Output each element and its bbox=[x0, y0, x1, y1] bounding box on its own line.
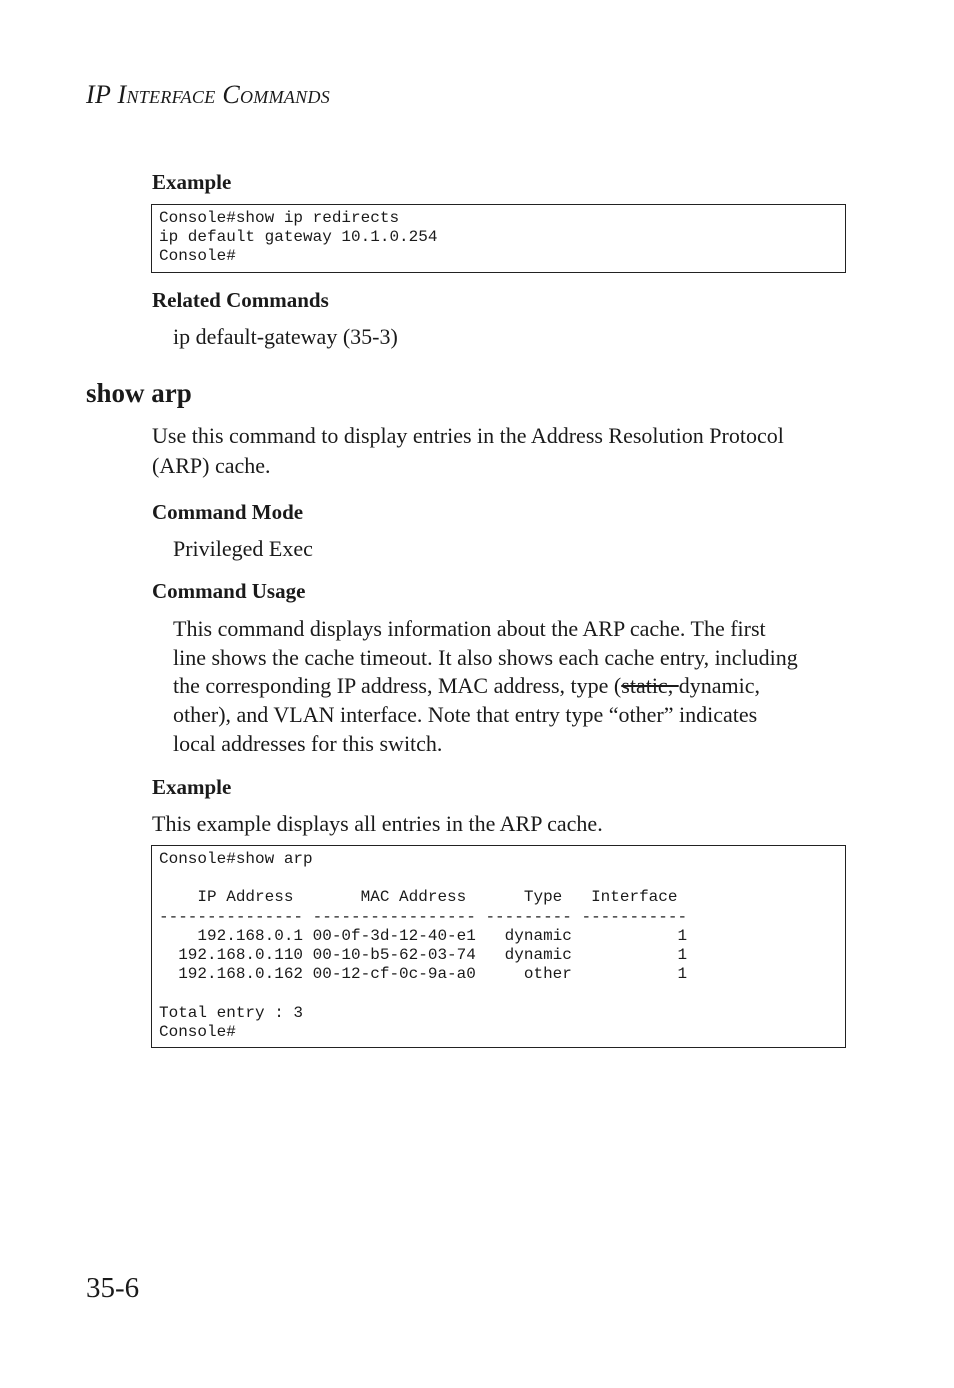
example-intro-text: This example displays all entries in the ARP cache. bbox=[152, 811, 603, 836]
command-usage-line-1: This command displays information about the ARP cache. The first bbox=[173, 616, 766, 641]
command-usage-line-4: other), and VLAN interface. Note that entry type “other” indicates bbox=[173, 702, 758, 727]
command-usage-line-5: local addresses for this switch. bbox=[173, 731, 443, 756]
example-heading-1: Example bbox=[152, 170, 232, 194]
related-commands-heading: Related Commands bbox=[152, 288, 329, 312]
code-text-ip-redirects: Console#show ip redirects ip default gateway 10.1.0.254 Console# bbox=[159, 209, 438, 266]
command-usage-line-2: line shows the cache timeout. It also shows each cache entry, including bbox=[173, 645, 798, 670]
running-head-initial-ip: IP I bbox=[86, 80, 127, 109]
code-text-show-arp: Console#show arp IP Address MAC Address Type Interface --------------- ----------------- --------- ----------- 192.168.0.1 00-0f-3d-12-40-e1 dynamic 1 192.168.0.110 00-10-b5-62-03-74 dynamic 1 192.168.0.162 00-12-cf-0c-9a-a0 other 1 Total entry : 3 Console# bbox=[159, 850, 688, 1041]
command-usage-line-3-pre: the corresponding IP address, MAC address, type ( bbox=[173, 673, 622, 698]
running-head bbox=[86, 82, 330, 108]
running-head-initial-c: C bbox=[222, 80, 240, 109]
page-number: 35-6 bbox=[86, 1272, 140, 1304]
code-block-show-arp bbox=[151, 845, 846, 1048]
related-command-item: ip default-gateway (35-3) bbox=[173, 324, 398, 349]
command-mode-heading: Command Mode bbox=[152, 500, 304, 524]
section-description-line-2: (ARP) cache. bbox=[152, 453, 271, 478]
code-block-ip-redirects bbox=[151, 204, 846, 273]
command-mode-value: Privileged Exec bbox=[173, 536, 313, 561]
command-usage-heading: Command Usage bbox=[152, 579, 306, 603]
running-head-smallcaps-commands: OMMANDS bbox=[239, 87, 331, 107]
command-usage-line-3-post: dynamic, bbox=[678, 673, 760, 698]
section-description-line-1: Use this command to display entries in the Address Resolution Protocol bbox=[152, 423, 784, 448]
section-title-show-arp: show arp bbox=[86, 378, 192, 408]
running-head-smallcaps-interface: NTERFACE bbox=[126, 87, 216, 107]
struck-text-static: static, bbox=[621, 673, 679, 698]
command-usage-line-3 bbox=[173, 671, 760, 700]
example-heading-2: Example bbox=[152, 775, 232, 799]
